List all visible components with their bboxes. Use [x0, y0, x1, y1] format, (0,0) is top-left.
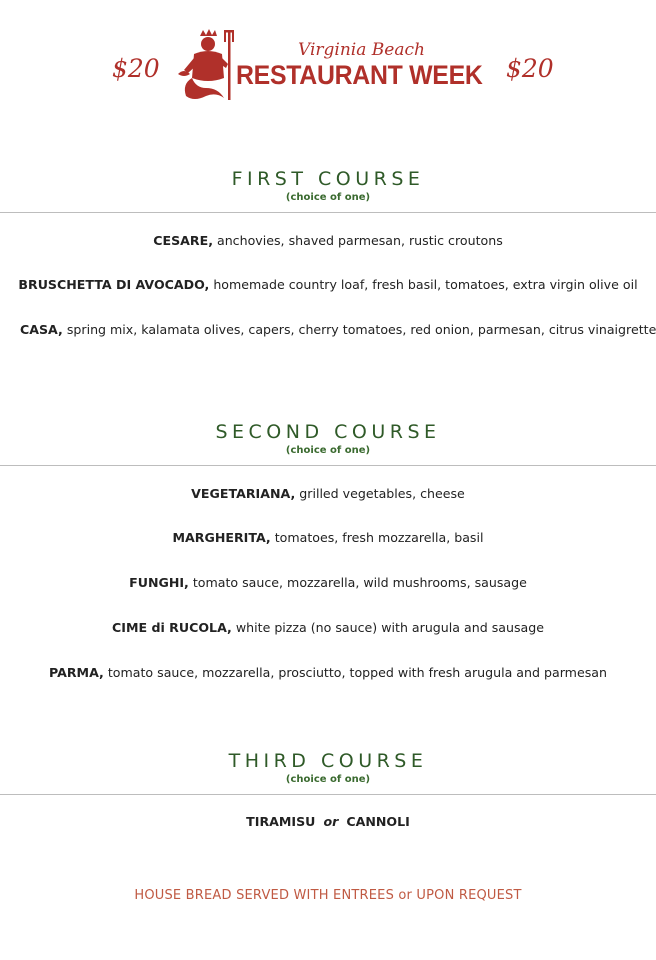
menu-header [0, 0, 656, 120]
first-course-title: FIRST COURSE [231, 168, 425, 190]
logo-script-text: Virginia Beach [298, 40, 425, 60]
second-course-divider [0, 465, 656, 466]
third-course-divider [0, 794, 656, 795]
menu-item-name: MARGHERITA, [172, 530, 271, 545]
first-course-divider [0, 212, 656, 213]
logo-main-text: RESTAURANT WEEK [236, 60, 483, 90]
menu-item-desc: tomatoes, fresh mozzarella, basil [270, 530, 484, 545]
menu-item [0, 530, 656, 545]
menu-item-name: CIME di RUCOLA, [112, 620, 232, 635]
chef-mascot-icon [176, 26, 238, 106]
second-course-subtitle: (choice of one) [285, 445, 371, 456]
third-course-subtitle: (choice of one) [285, 774, 371, 785]
menu-item-desc: grilled vegetables, cheese [295, 486, 465, 501]
menu-item-name: PARMA, [49, 665, 104, 680]
restaurant-week-logo [176, 26, 496, 106]
second-course-title: SECOND COURSE [215, 421, 441, 443]
menu-item [0, 665, 656, 680]
menu-item-desc: spring mix, kalamata olives, capers, cherry tomatoes, red onion, parmesan, citrus vinaigrette [62, 322, 656, 337]
menu-item [0, 233, 656, 248]
menu-item-desc: anchovies, shaved parmesan, rustic croutons [212, 233, 503, 248]
menu-item [0, 575, 656, 590]
first-course-subtitle: (choice of one) [285, 192, 371, 203]
menu-item-name: FUNGHI, [129, 575, 189, 590]
menu-item [0, 277, 656, 292]
menu-item [20, 322, 656, 337]
menu-item-name: BRUSCHETTA DI AVOCADO, [18, 277, 210, 292]
price-left: $20 [112, 54, 160, 83]
menu-item [0, 620, 656, 635]
dessert-cannoli: CANNOLI [346, 814, 410, 829]
menu-item-desc: tomato sauce, mozzarella, prosciutto, topped with fresh arugula and parmesan [103, 665, 607, 680]
menu-item-name: CASA, [20, 322, 63, 337]
menu-item [0, 814, 656, 829]
dessert-or: or [323, 814, 339, 829]
dessert-tiramisu: TIRAMISU [246, 814, 316, 829]
menu-item-name: VEGETARIANA, [191, 486, 296, 501]
menu-item-desc: white pizza (no sauce) with arugula and sausage [231, 620, 544, 635]
menu-item-desc: tomato sauce, mozzarella, wild mushrooms, sausage [188, 575, 527, 590]
bread-note: HOUSE BREAD SERVED WITH ENTREES or UPON REQUEST [134, 888, 522, 903]
menu-item [0, 486, 656, 501]
menu-item-desc: homemade country loaf, fresh basil, tomatoes, extra virgin olive oil [209, 277, 638, 292]
price-right: $20 [506, 54, 554, 83]
third-course-title: THIRD COURSE [228, 750, 428, 772]
menu-item-name: CESARE, [153, 233, 213, 248]
